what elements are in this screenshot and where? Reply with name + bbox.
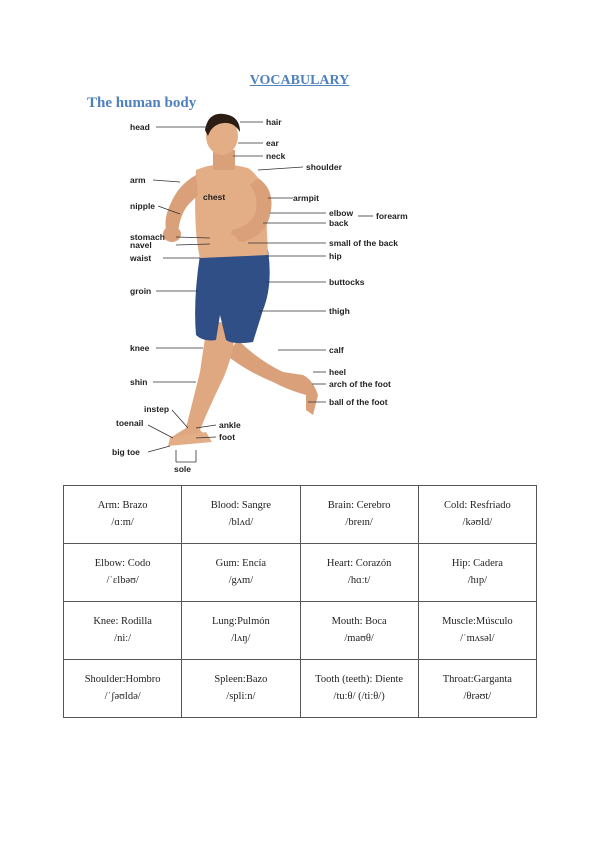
label-heel: heel xyxy=(329,367,347,377)
vocab-word: Cold: Resfriado xyxy=(443,500,511,512)
section-heading: The human body xyxy=(87,95,197,111)
vocab-ipa: /blʌd/ xyxy=(228,516,254,528)
vocab-word: Lung:Pulmón xyxy=(211,616,270,628)
vocab-word: Spleen:Bazo xyxy=(214,674,268,686)
vocab-cell xyxy=(300,486,418,544)
label-small-of-back: small of the back xyxy=(329,238,398,248)
label-groin: groin xyxy=(130,286,152,296)
vocab-word: Mouth: Boca xyxy=(331,616,387,628)
vocab-cell xyxy=(418,486,536,544)
vocab-ipa: /ɑːm/ xyxy=(111,516,134,528)
vocab-ipa: /ˈmʌsəl/ xyxy=(460,632,495,644)
vocab-word: Muscle:Músculo xyxy=(442,616,513,628)
table-row xyxy=(64,660,537,718)
label-instep: instep xyxy=(144,404,170,414)
vocab-ipa: /ˈɛlbəʊ/ xyxy=(106,574,139,586)
vocab-ipa: /spliːn/ xyxy=(226,690,256,702)
vocab-ipa: /kəʊld/ xyxy=(462,516,493,528)
label-shoulder: shoulder xyxy=(306,162,342,172)
vocab-cell xyxy=(300,660,418,718)
label-arch: arch of the foot xyxy=(329,379,391,389)
vocab-word: Elbow: Codo xyxy=(94,558,151,570)
label-back: back xyxy=(329,218,349,228)
vocab-cell xyxy=(182,602,300,660)
vocab-cell xyxy=(418,660,536,718)
human-body-illustration xyxy=(108,110,428,480)
label-elbow: elbow xyxy=(329,208,354,218)
label-forearm: forearm xyxy=(376,211,408,221)
vocabulary-table xyxy=(63,485,537,718)
vocab-ipa: /maʊθ/ xyxy=(344,632,374,644)
vocab-ipa: /ˈʃəʊldə/ xyxy=(104,690,141,702)
vocab-cell xyxy=(64,544,182,602)
vocab-cell xyxy=(300,602,418,660)
label-armpit: armpit xyxy=(293,193,319,203)
vocab-cell xyxy=(418,544,536,602)
label-toenail: toenail xyxy=(116,418,144,428)
vocab-ipa: /θrəʊt/ xyxy=(463,690,492,702)
vocab-ipa: /tuːθ/ (/tiːθ/) xyxy=(333,690,385,702)
vocab-cell xyxy=(418,602,536,660)
label-navel: navel xyxy=(130,240,152,250)
vocab-ipa: /lʌŋ/ xyxy=(231,632,251,644)
vocab-ipa: /hɑːt/ xyxy=(347,574,371,586)
label-foot: foot xyxy=(219,432,236,442)
label-buttocks: buttocks xyxy=(329,277,365,287)
vocab-word: Blood: Sangre xyxy=(210,500,272,512)
vocab-ipa: /hɪp/ xyxy=(467,574,487,586)
table-row xyxy=(64,544,537,602)
label-head: head xyxy=(130,122,150,132)
label-ankle: ankle xyxy=(219,420,241,430)
label-ear: ear xyxy=(266,138,279,148)
label-arm: arm xyxy=(130,175,146,185)
vocab-word: Heart: Corazón xyxy=(326,558,392,570)
runner-figure xyxy=(163,114,318,446)
vocab-word: Hip: Cadera xyxy=(451,558,503,570)
vocab-word: Throat:Garganta xyxy=(442,674,512,686)
label-sole: sole xyxy=(174,464,192,474)
page-title: VOCABULARY xyxy=(249,73,350,88)
label-neck: neck xyxy=(266,151,286,161)
label-waist: waist xyxy=(130,253,152,263)
vocab-word: Tooth (teeth): Diente xyxy=(315,674,404,686)
vocab-ipa: /breɪn/ xyxy=(345,516,373,528)
label-thigh: thigh xyxy=(329,306,350,316)
label-hip: hip xyxy=(329,251,342,261)
vocab-word: Brain: Cerebro xyxy=(327,500,391,512)
vocab-cell xyxy=(182,486,300,544)
vocab-cell xyxy=(64,602,182,660)
vocab-ipa: /gʌm/ xyxy=(228,574,254,586)
label-nipple: nipple xyxy=(130,201,156,211)
vocab-cell xyxy=(300,544,418,602)
label-hair: hair xyxy=(266,117,282,127)
vocab-word: Arm: Brazo xyxy=(97,500,148,512)
table-row xyxy=(64,602,537,660)
vocab-cell xyxy=(64,660,182,718)
label-chest: chest xyxy=(203,192,226,202)
label-shin: shin xyxy=(130,377,148,387)
label-calf: calf xyxy=(329,345,344,355)
label-big-toe: big toe xyxy=(112,447,140,457)
label-stomach: stomach xyxy=(130,232,165,242)
vocab-cell xyxy=(182,660,300,718)
vocab-cell xyxy=(182,544,300,602)
table-row xyxy=(64,486,537,544)
vocab-word: Gum: Encía xyxy=(215,558,267,570)
vocab-word: Shoulder:Hombro xyxy=(84,674,161,686)
label-ball-of-foot: ball of the foot xyxy=(329,397,388,407)
label-knee: knee xyxy=(130,343,150,353)
vocab-ipa: /niː/ xyxy=(114,632,132,644)
vocab-word: Knee: Rodilla xyxy=(93,616,152,628)
vocab-cell xyxy=(64,486,182,544)
